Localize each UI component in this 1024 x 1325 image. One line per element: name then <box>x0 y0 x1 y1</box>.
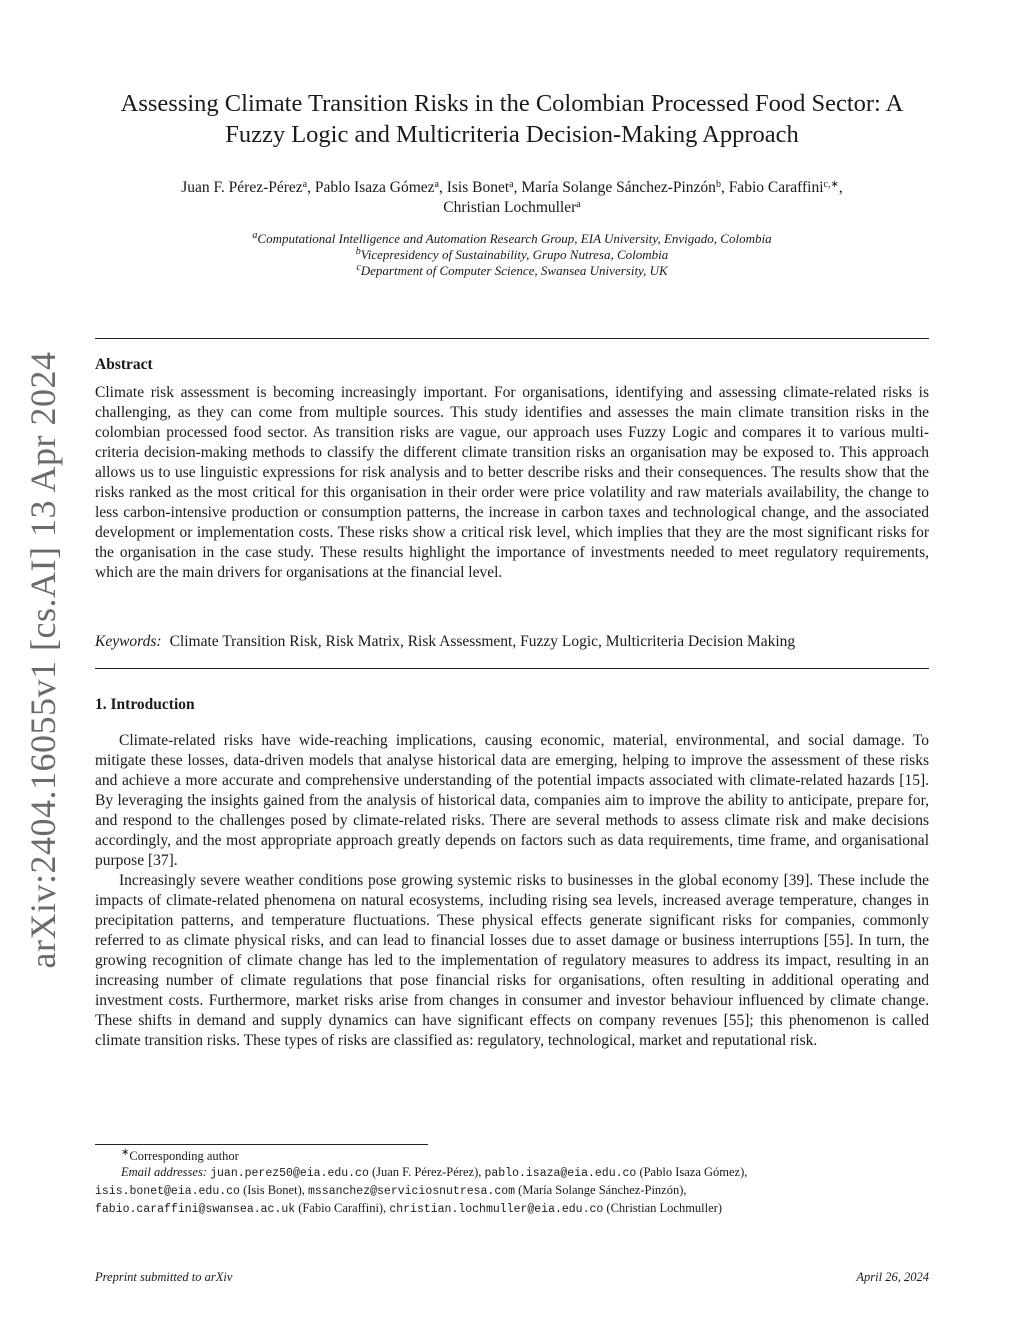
author-name: Juan F. Pérez-Pérez <box>181 179 303 196</box>
footnote-rule <box>95 1144 428 1145</box>
email-owner: (María Solange Sánchez-Pinzón) <box>518 1183 684 1197</box>
keywords-label: Keywords: <box>95 633 162 650</box>
author-affil-mark: a <box>509 179 514 190</box>
corresponding-mark: ∗ <box>121 1147 130 1158</box>
author-affil-mark: a <box>434 179 439 190</box>
email-line-1: Email addresses: juan.perez50@eia.edu.co (Juan F. Pérez-Pérez), pablo.isaza@eia.edu.co (Pablo Isaza Gómez), <box>121 1165 748 1180</box>
author-name: Christian Lochmuller <box>443 199 577 216</box>
keywords-line <box>95 632 929 652</box>
email-owner: (Christian Lochmuller) <box>606 1201 723 1215</box>
email-link[interactable]: isis.bonet@eia.edu.co <box>95 1185 240 1198</box>
email-owner: (Fabio Caraffini) <box>298 1201 384 1215</box>
introduction-heading: 1. Introduction <box>95 696 195 713</box>
email-link[interactable]: juan.perez50@eia.edu.co <box>210 1167 369 1180</box>
author-separator: , <box>838 179 843 196</box>
footnote <box>95 1148 929 1218</box>
author-affil-mark: c,∗ <box>823 179 839 190</box>
affiliation-text: Computational Intelligence and Automation Research Group, EIA University, Envigado, Colombia <box>257 231 772 246</box>
affiliation-list <box>95 231 929 279</box>
affiliation-item <box>95 231 929 247</box>
email-link[interactable]: mssanchez@serviciosnutresa.com <box>308 1185 516 1198</box>
email-link[interactable]: pablo.isaza@eia.edu.co <box>484 1167 637 1180</box>
author-name: Pablo Isaza Gómez <box>314 179 435 196</box>
affiliation-mark: b <box>355 246 361 257</box>
affiliation-mark: a <box>252 230 258 241</box>
abstract-bottom-rule <box>95 668 929 669</box>
email-owner: (Isis Bonet) <box>243 1183 302 1197</box>
author-affil-mark: a <box>576 199 581 210</box>
email-label: Email addresses: <box>121 1165 207 1179</box>
email-line-2: isis.bonet@eia.edu.co (Isis Bonet), mssanchez@serviciosnutresa.com (María Solange Sánchez-Pinzón), <box>95 1183 687 1198</box>
author-list <box>95 178 929 218</box>
preprint-note: Preprint submitted to arXiv <box>95 1270 233 1284</box>
affiliation-text: Vicepresidency of Sustainability, Grupo Nutresa, Colombia <box>360 247 669 262</box>
author-separator: , <box>307 179 315 196</box>
corresponding-text: Corresponding author <box>129 1149 239 1163</box>
affiliation-item <box>95 247 929 263</box>
author-affil-mark: b <box>715 179 721 190</box>
author-separator: , <box>720 179 729 196</box>
corresponding-author-note <box>95 1148 929 1164</box>
email-line-3: fabio.caraffini@swansea.ac.uk (Fabio Caraffini), christian.lochmuller@eia.edu.co (Christian Lochmuller) <box>95 1201 723 1216</box>
affiliation-item <box>95 263 929 279</box>
arxiv-identifier[interactable]: arXiv:2404.16055v1 [cs.AI] 13 Apr 2024 <box>23 351 63 969</box>
author-name: María Solange Sánchez-Pinzón <box>521 179 716 196</box>
arxiv-side-stamp <box>14 351 72 969</box>
author-separator: , <box>513 179 522 196</box>
author-name: Fabio Caraffini <box>728 179 824 196</box>
email-owner: (Juan F. Pérez-Pérez) <box>371 1165 479 1179</box>
abstract-text: Climate risk assessment is becoming increasingly important. For organisations, identifying and assessing climate-related risks is challenging, as they can come from multiple sources. This study identifies and assesses the main climate transition risks in the colombian processed food sector. As transition risks are vague, our approach uses Fuzzy Logic and compares it to various multi-criteria decision-making methods to classify the different climate transition risks an organisation may be exposed to. This approach allows us to use linguistic expressions for risk analysis and to better describe risks and their consequences. The results show that the risks ranked as the most critical for this organisation in their order were price volatility and raw materials availability, the change to less carbon-intensive production or consumption patterns, the increase in carbon taxes and technological change, and the associated development or implementation costs. These risks show a critical risk level, which implies that they are the most significant risks for the organisation in the case study. These results highlight the importance of investments needed to meet regulatory requirements, which are the main drivers for organisations at the financial level. <box>95 384 929 581</box>
title-line-1: Assessing Climate Transition Risks in the Colombian Processed Food Sector: A <box>120 90 904 117</box>
author-name: Isis Bonet <box>446 179 510 196</box>
affiliation-mark: c <box>356 262 361 273</box>
paper-title <box>95 88 929 150</box>
author-separator: , <box>438 179 447 196</box>
email-link[interactable]: fabio.caraffini@swansea.ac.uk <box>95 1203 296 1216</box>
intro-paragraph-2: Increasingly severe weather conditions pose growing systemic risks to businesses in the global economy [39]. These include the impacts of climate-related phenomena on natural ecosystems, including rising sea levels, increased average temperature, changes in precipitation patterns, and temperature fluctuations. These physical effects generate significant risks for companies, commonly referred to as climate physical risks, and can lead to financial losses due to asset damage or business interruptions [55]. In turn, the growing recognition of climate change has led to the implementation of regulatory measures to address its impact, resulting in an increasing number of climate regulations that pose financial risks for organisations, often resulting in additional operating and investment costs. Furthermore, market risks arise from changes in consumer and investor behaviour influenced by climate change. These shifts in demand and supply dynamics can have significant effects on company revenues [55]; this phenomenon is called climate transition risks. These types of risks are classified as: regulatory, technological, market and reputational risk. <box>95 872 929 1049</box>
affiliation-text: Department of Computer Science, Swansea University, UK <box>360 263 668 278</box>
abstract-heading: Abstract <box>95 356 153 373</box>
intro-paragraph-1: Climate-related risks have wide-reaching implications, causing economic, material, environmental, and social damage. To mitigate these losses, data-driven models that analyse historical data are emerging, helping to improve the assessment of these risks and achieve a more accurate and comprehensive understanding of the potential impacts associated with climate-related hazards [15]. By leveraging the insights gained from the analysis of historical data, companies aim to improve the ability to anticipate, prepare for, and respond to the challenges posed by climate-related risks. There are several methods to assess climate risk and make decisions accordingly, and the most appropriate approach greatly depends on factors such as data requirements, time frame, and organisational purpose [37]. <box>95 732 929 869</box>
email-link[interactable]: christian.lochmuller@eia.edu.co <box>389 1203 604 1216</box>
submission-date: April 26, 2024 <box>856 1270 929 1284</box>
keywords-text: Climate Transition Risk, Risk Matrix, Risk Assessment, Fuzzy Logic, Multicriteria Decision Making <box>169 633 796 650</box>
author-affil-mark: a <box>302 179 308 190</box>
introduction-body <box>95 731 929 1051</box>
title-line-2: Fuzzy Logic and Multicriteria Decision-Making Approach <box>225 121 799 148</box>
email-owner: (Pablo Isaza Gómez) <box>639 1165 745 1179</box>
abstract-top-rule <box>95 338 929 339</box>
